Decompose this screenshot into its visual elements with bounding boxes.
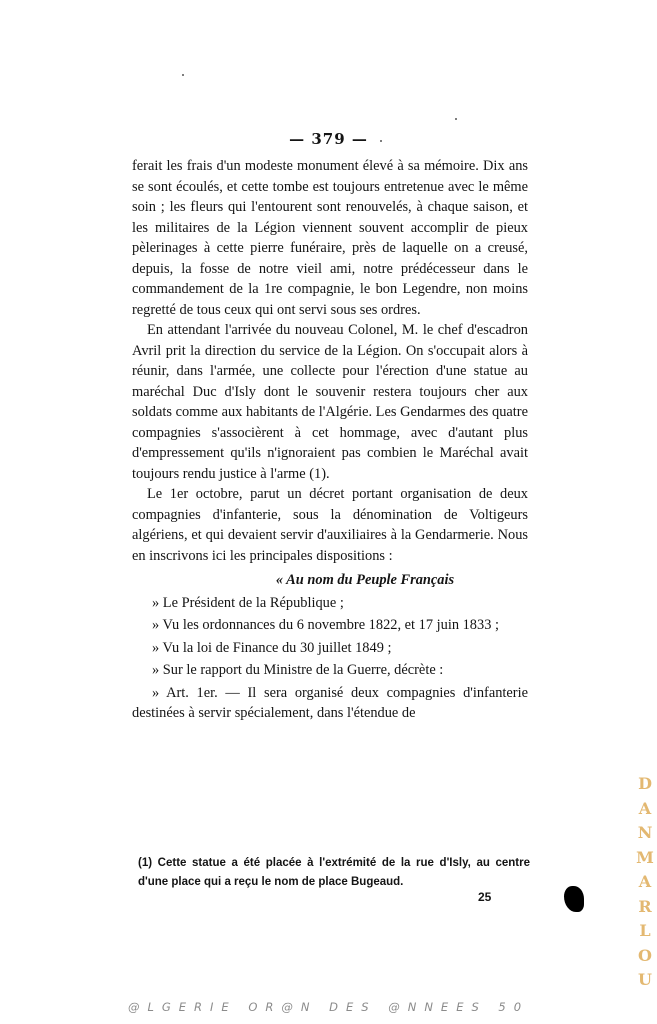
ink-blot [564, 886, 584, 912]
decree-line: » Vu les ordonnances du 6 novembre 1822, et 17 juin 1833 ; [152, 617, 499, 633]
footer-watermark: @LGERIE OR@N DES @NNEES 50 [127, 1000, 530, 1014]
side-watermark-letter: A [638, 872, 652, 891]
side-watermark-letter: M [636, 847, 654, 867]
speck [455, 118, 457, 120]
speck [182, 74, 184, 76]
page-number: — 379 — [289, 130, 368, 148]
side-watermark [633, 772, 657, 993]
side-watermark-letter: N [637, 823, 653, 842]
side-watermark-letter: U [638, 970, 652, 989]
decree-line: » Le Président de la République ; [152, 594, 344, 611]
paragraph-3: Le 1er octobre, parut un décret portant organisation de deux compagnies d'infanterie, sous la dénomination de Voltigeurs algériens, et qui devaient servir d'auxiliaires à la Gendarmerie. Nous en inscrivons ici les principales dispositions : [132, 486, 528, 564]
paragraph-2: En attendant l'arrivée du nouveau Colonel, M. le chef d'escadron Avril prit la direction du service de la Légion. On s'occupait alors à réunir, dans l'armée, une collecte pour l'érection d'une statue au maréchal Duc d'Isly dont le souvenir restera toujours cher aux soldats comme aux habitants de l'Algérie. Les Gendarmes des quatre compagnies s'associèrent à cet hommage, avec d'autant plus d'empressement qu'ils n'ignoraient pas combien le Maréchal avait toujours rendu justice à l'arme (1). [132, 322, 528, 482]
side-watermark-letter: R [638, 896, 652, 916]
speck [380, 140, 382, 142]
footnote: (1) Cette statue a été placée à l'extrémité de la rue d'Isly, au centre d'une place qui a reçu le nom de place Bugeaud. [138, 857, 530, 888]
side-watermark-letter: L [639, 921, 651, 940]
side-watermark-letter: D [638, 774, 652, 793]
body-text [132, 156, 528, 724]
decree-line: » Art. 1er. — Il sera organisé deux compagnies d'infanterie destinées à servir spécialement, dans l'étendue de [132, 684, 528, 721]
footnote-signature: 25 [478, 890, 492, 904]
paragraph-1: ferait les frais d'un modeste monument élevé à sa mémoire. Dix ans se sont écoulés, et cette tombe est toujours entretenue avec le même soin ; les fleurs qui l'entourent sont renouvelés, à chaque saison, et les militaires de la Légion viennent souvent accomplir de pieux pèlerinages à cette pierre funéraire, près de laquelle on a creusé, depuis, la fosse de notre vieil ami, notre prédécesseur dans le commandement de la 1re compagnie, le bon Legendre, non moins regretté de tous ceux qui ont servi sous ses ordres. [132, 158, 528, 318]
side-watermark-letter: O [638, 945, 652, 965]
decree-line: » Sur le rapport du Ministre de la Guerre, décrète : [152, 662, 444, 678]
side-watermark-letter: A [638, 798, 652, 818]
decree-line: » Vu la loi de Finance du 30 juillet 1849 ; [152, 639, 392, 656]
decree-title: « Au nom du Peuple Français [275, 572, 455, 588]
